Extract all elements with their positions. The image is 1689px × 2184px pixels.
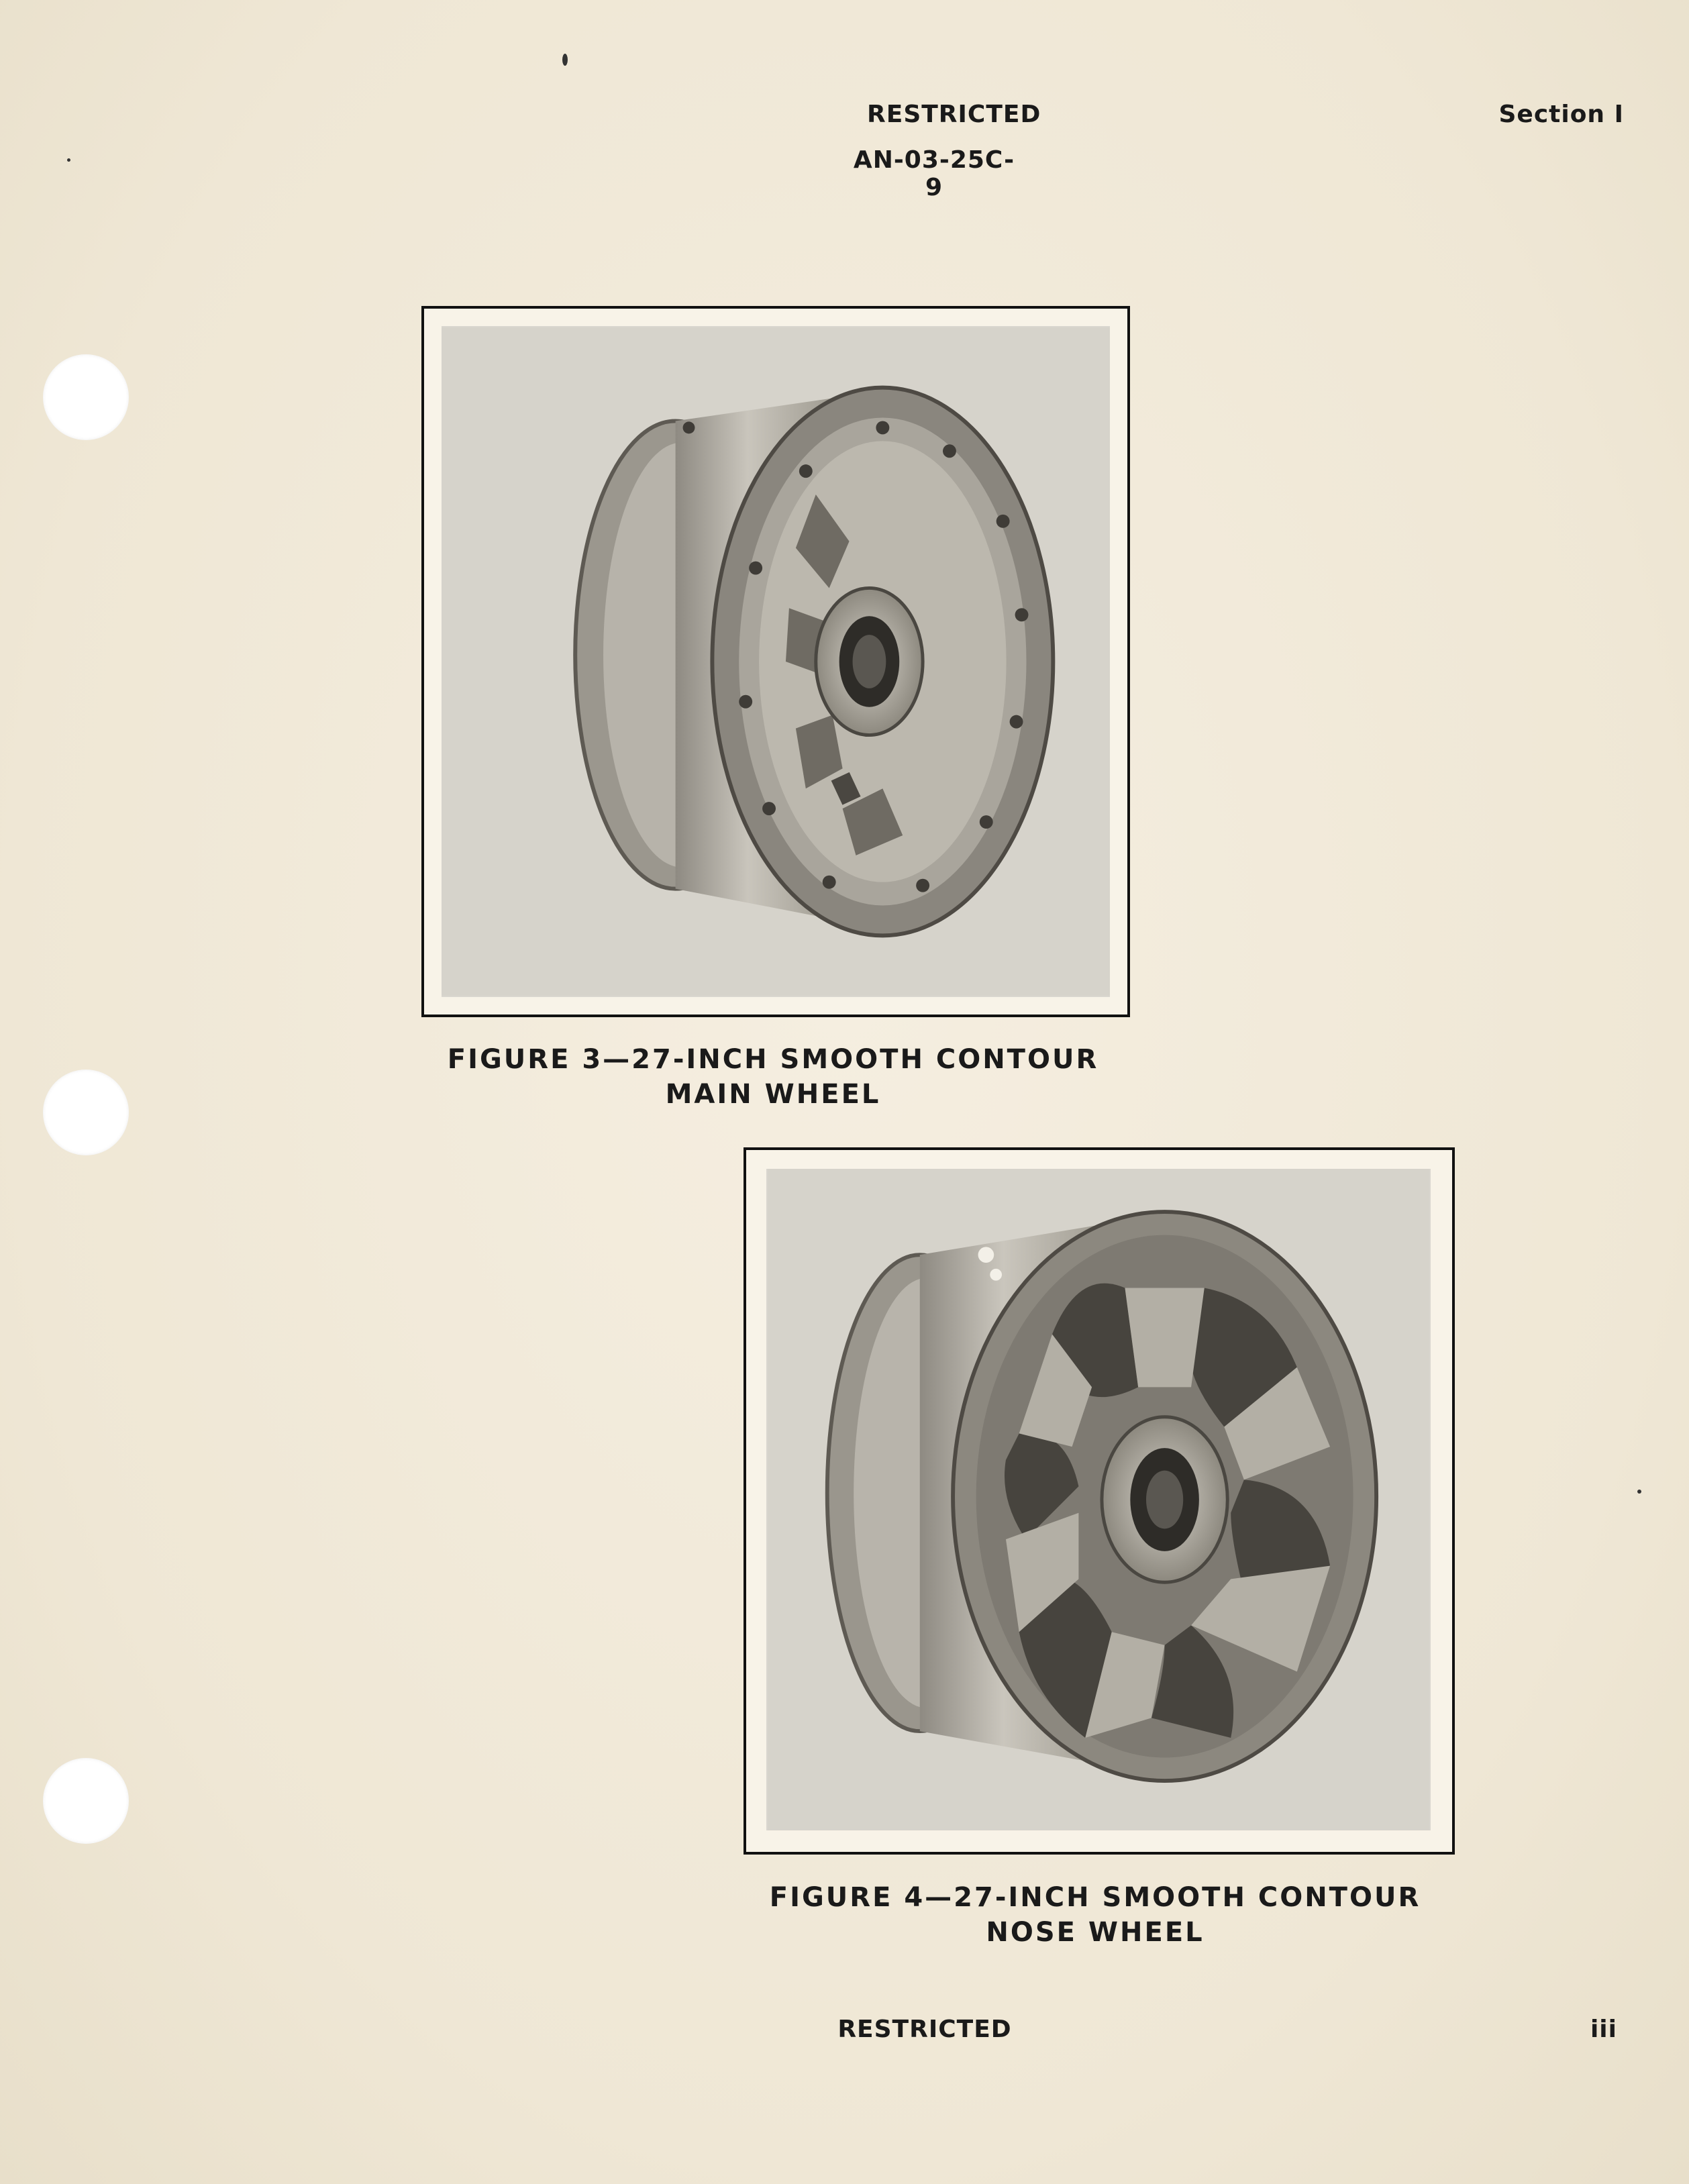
figure-4-caption bbox=[725, 1880, 1466, 1950]
aircraft-main-wheel-photo bbox=[442, 326, 1110, 997]
punch-hole-top bbox=[43, 354, 129, 440]
punch-hole-bottom bbox=[43, 1758, 129, 1844]
figure-3-caption-line1: FIGURE 3—27-INCH SMOOTH CONTOUR bbox=[447, 1044, 1099, 1075]
paper-speck bbox=[1637, 1490, 1641, 1494]
header-doc-number: AN-03-25C-9 bbox=[853, 146, 1015, 201]
header-classification: RESTRICTED bbox=[867, 101, 1041, 128]
paper-speck bbox=[67, 158, 70, 162]
figure-3-caption-line2: MAIN WHEEL bbox=[665, 1079, 881, 1110]
figure-4-caption-line1: FIGURE 4—27-INCH SMOOTH CONTOUR bbox=[769, 1882, 1421, 1913]
footer-page-number: iii bbox=[1590, 2016, 1617, 2043]
punch-hole-middle bbox=[43, 1070, 129, 1155]
paper-speck bbox=[562, 54, 568, 66]
header-section: Section I bbox=[1498, 101, 1624, 128]
figure-4-frame bbox=[744, 1147, 1455, 1855]
figure-4-caption-line2: NOSE WHEEL bbox=[986, 1917, 1205, 1948]
footer-classification: RESTRICTED bbox=[837, 2016, 1012, 2043]
figure-4-photo bbox=[766, 1169, 1431, 1830]
figure-3-caption bbox=[403, 1042, 1143, 1112]
figure-3-frame bbox=[421, 306, 1130, 1017]
aircraft-nose-wheel-photo bbox=[766, 1169, 1431, 1830]
figure-3-photo bbox=[442, 326, 1110, 997]
